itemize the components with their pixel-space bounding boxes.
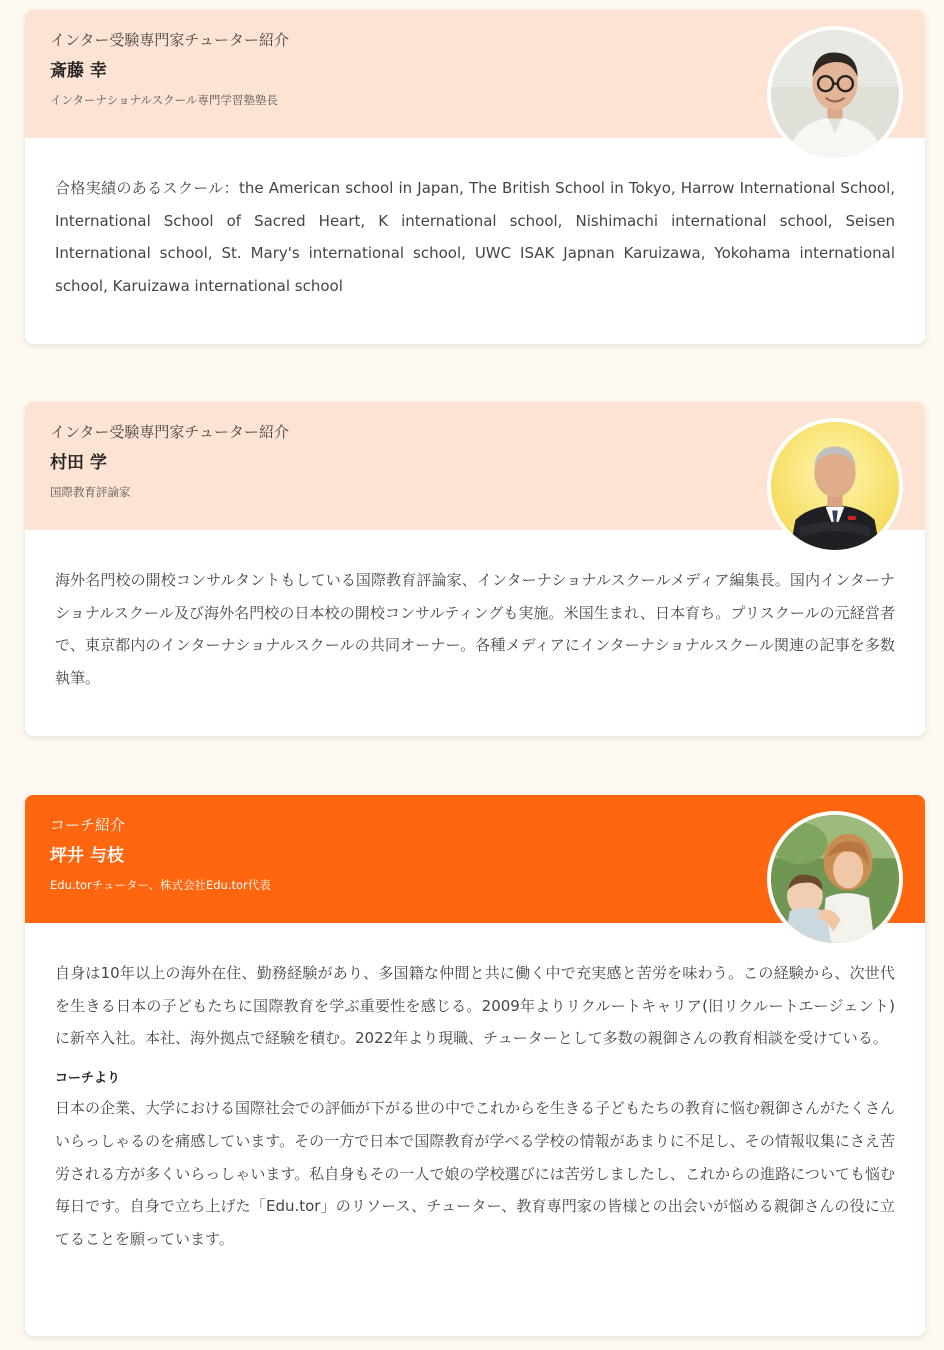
tutor-card-murata (25, 402, 925, 736)
card-category-label: コーチ紹介 (50, 816, 126, 834)
tutor-card-header (25, 10, 925, 138)
tutor-avatar (767, 418, 903, 554)
coach-description: 自身は10年以上の海外在住、勤務経験があり、多国籍な仲間と共に働く中で充実感と苦労を味わう。この経験から、次世代を生きる日本の子どもたちに国際教育を学ぶ重要性を感じる。2009年よりリクルートキャリア(旧リクルートエージェント)に新卒入社。本社、海外拠点で経験を積む。2022年より現職、チューターとして多数の親御さんの教育相談を受けている。 (55, 964, 895, 1048)
tutor-card-body (25, 138, 925, 303)
tutor-role: 国際教育評論家 (50, 485, 131, 499)
coach-card-body (25, 923, 925, 1256)
tutor-avatar (767, 26, 903, 162)
coach-message: 日本の企業、大学における国際社会での評価が下がる世の中でこれからを生きる子どもたちの教育に悩む親御さんがたくさんいらっしゃるのを痛感しています。その一方で日本で国際教育が学べる学校の情報があまりに不足し、その情報収集にさえ苦労される方が多くいらっしゃいます。私自身もその一人で娘の学校選びには苦労しましたし、これからの進路についても悩む毎日です。自身で立ち上げた「Edu.tor」のリソース、チューター、教育専門家の皆様との出会いが悩める親御さんの役に立てることを願っています。 (55, 1099, 896, 1248)
card-category-label: インター受験専門家チューター紹介 (50, 423, 289, 441)
card-category-label: インター受験専門家チューター紹介 (50, 31, 289, 49)
coach-role: Edu.torチューター、株式会社Edu.tor代表 (50, 878, 271, 892)
tutor-card-saito (25, 10, 925, 344)
tutor-description: 合格実績のあるスクール：the American school in Japan, The British School in Tokyo, Harrow International School, International School of Sacred Heart, K international school, Nishimachi international school, Seisen International school, St. Mary's international school, UWC ISAK Japnan Karuizawa, Yokohama international school, Karuizawa international school (55, 179, 895, 296)
coach-card-header (25, 795, 925, 923)
tutor-role: インターナショナルスクール専門学習塾塾長 (50, 93, 278, 107)
coach-message-heading: コーチより (55, 1071, 121, 1087)
portrait-photo-icon (771, 422, 899, 550)
tutor-card-header (25, 402, 925, 530)
tutor-name: 斎藤 幸 (50, 61, 107, 81)
portrait-photo-icon (771, 30, 899, 158)
coach-card-tsuboi (25, 795, 925, 1336)
coach-avatar (767, 811, 903, 947)
coach-name: 坪井 与枝 (50, 846, 124, 866)
tutor-card-body (25, 530, 925, 695)
portrait-photo-icon (771, 815, 899, 943)
tutor-description: 海外名門校の開校コンサルタントもしている国際教育評論家、インターナショナルスクールメディア編集長。国内インターナショナルスクール及び海外名門校の日本校の開校コンサルティングも実施。米国生まれ、日本育ち。プリスクールの元経営者で、東京都内のインターナショナルスクールの共同オーナー。各種メディアにインターナショナルスクール関連の記事を多数執筆。 (55, 571, 895, 688)
tutor-name: 村田 学 (50, 453, 107, 473)
